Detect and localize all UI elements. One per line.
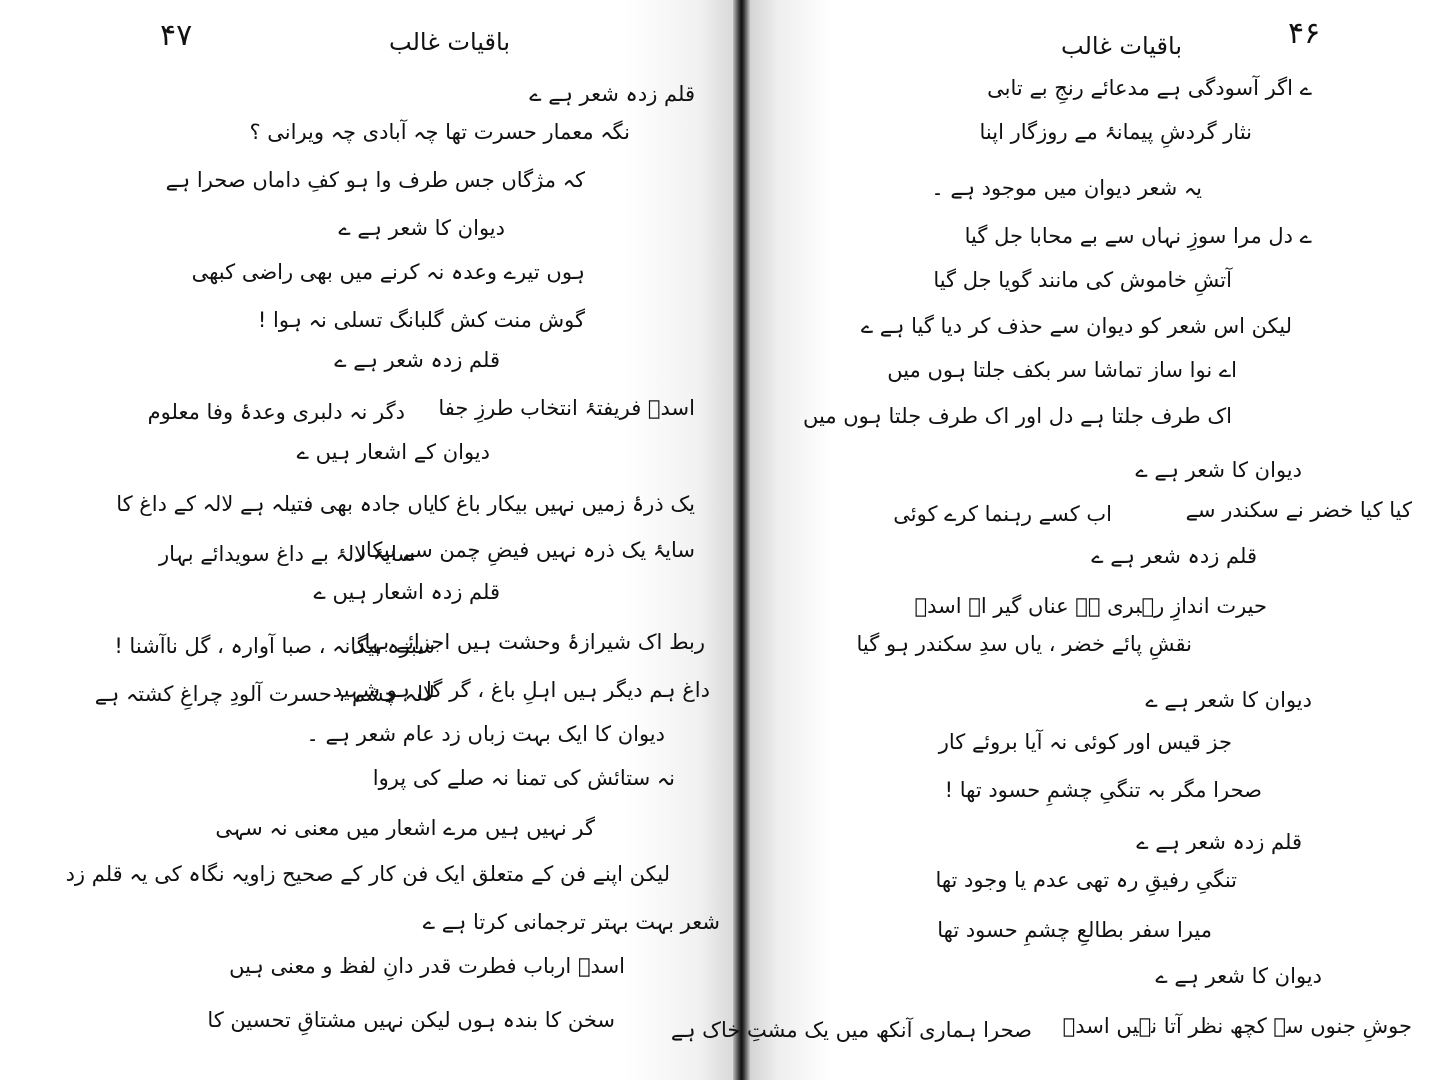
line: نہ ستائش کی تمنا نہ صلے کی پروا bbox=[372, 766, 675, 790]
line: اک طرف جلتا ہے دل اور اک طرف جلتا ہوں میں bbox=[803, 404, 1232, 428]
book-spine bbox=[733, 0, 750, 1080]
line: اسدؔ ارباب فطرت قدر دانِ لفظ و معنی ہیں bbox=[229, 954, 625, 978]
line: دیوان کا شعر ہے ے bbox=[1135, 458, 1302, 482]
line: جز قیس اور کوئی نہ آیا بروئے کار bbox=[938, 730, 1232, 754]
line: ے اگر آسودگی ہے مدعائے رنجِ بے تابی bbox=[987, 76, 1312, 100]
line: لیکن اس شعر کو دیوان سے حذف کر دیا گیا ہے ے bbox=[860, 314, 1292, 338]
line: سایۂ لالۂ بے داغ سویدائے بہار bbox=[158, 542, 415, 566]
line: کہ مژگاں جس طرف وا ہو کفِ داماں صحرا ہے bbox=[165, 168, 585, 192]
line: جوشِ جنوں سے کچھ نظر آتا نہیں اسدؔ bbox=[1062, 1014, 1412, 1038]
line: نثار گردشِ پیمانۂ مے روزگار اپنا bbox=[979, 120, 1252, 144]
page-number: ۴۷ bbox=[160, 18, 193, 53]
line: اے نوا ساز تماشا سر بکف جلتا ہوں میں bbox=[887, 358, 1237, 382]
line: ے دل مرا سوزِ نہاں سے بے محابا جل گیا bbox=[964, 224, 1312, 248]
line: حیرت اندازِ رہبری ہے عناں گیر اے اسدؔ bbox=[914, 594, 1267, 618]
line: قلم زدہ اشعار ہیں ے bbox=[313, 580, 500, 604]
line: ربط اک شیرازۂ وحشت ہیں اجزائے بہار bbox=[354, 630, 705, 654]
line: دیوان کا شعر ہے ے bbox=[1155, 964, 1322, 988]
line: دیوان کا شعر ہے ے bbox=[1145, 688, 1312, 712]
line: نگہ معمار حسرت تھا چہ آبادی چہ ویرانی ؟ bbox=[249, 120, 630, 144]
line: میرا سفر بطالعِ چشمِ حسود تھا bbox=[937, 918, 1212, 942]
line: اسدؔ فریفتۂ انتخاب طرزِ جفا bbox=[438, 396, 695, 420]
line: یاں جادہ بھی فتیلہ ہے لالہ کے داغ کا bbox=[116, 492, 435, 516]
line: دگر نہ دلبری وعدۂ وفا معلوم bbox=[147, 400, 405, 424]
line: قلم زدہ شعر ہے ے bbox=[1136, 830, 1302, 854]
line: گر نہیں ہیں مرے اشعار میں معنی نہ سہی bbox=[215, 816, 595, 840]
line: شعر بہت بہتر ترجمانی کرتا ہے ے bbox=[422, 910, 720, 934]
line: آتشِ خاموش کی مانند گویا جل گیا bbox=[933, 268, 1232, 292]
line: اب کسے رہنما کرے کوئی bbox=[893, 502, 1112, 526]
running-header: باقیات غالب bbox=[389, 28, 510, 56]
line: سایۂ یک ذرہ نہیں فیضِ چمن سے بیکار bbox=[355, 538, 695, 562]
line: سخن کا بندہ ہوں لیکن نہیں مشتاقِ تحسین کا bbox=[207, 1008, 615, 1032]
page-number: ۴۶ bbox=[1288, 16, 1321, 51]
line: دیوان کا ایک بہت زباں زد عام شعر ہے ۔ bbox=[306, 722, 665, 746]
right-page bbox=[670, 0, 1432, 1080]
line: سبزہ بیگانہ ، صبا آوارہ ، گل ناآشنا ! bbox=[114, 634, 435, 658]
line: ہوں تیرے وعدہ نہ کرنے میں بھی راضی کبھی bbox=[191, 260, 585, 284]
line: داغ ہم دیگر ہیں اہلِ باغ ، گر گل ہو شہید bbox=[332, 678, 710, 702]
line: نقشِ پائے خضر ، یاں سدِ سکندر ہو گیا bbox=[856, 632, 1192, 656]
line: یہ شعر دیوان میں موجود ہے ۔ bbox=[931, 176, 1202, 200]
line: یک ذرۂ زمیں نہیں بیکار باغ کا bbox=[432, 492, 695, 516]
line: قلم زدہ شعر ہے ے bbox=[1091, 544, 1257, 568]
line: گوش منت کش گلبانگ تسلی نہ ہوا ! bbox=[257, 308, 585, 332]
line: تنگیِ رفیقِ رہ تھی عدم یا وجود تھا bbox=[935, 868, 1237, 892]
line: کیا کیا خضر نے سکندر سے bbox=[1185, 498, 1412, 522]
line: قلم زدہ شعر ہے ے bbox=[334, 348, 500, 372]
line: لیکن اپنے فن کے متعلق ایک فن کار کے صحیح زاویہ نگاہ کی یہ قلم زد bbox=[65, 862, 670, 886]
line: لالہ چشم ، حسرت آلودِ چراغِ کشتہ ہے bbox=[94, 682, 435, 706]
line: قلم زدہ شعر ہے ے bbox=[529, 82, 695, 106]
line: دیوان کے اشعار ہیں ے bbox=[296, 440, 490, 464]
line: صحرا ہماری آنکھ میں یک مشتِ خاک ہے bbox=[670, 1018, 1032, 1042]
line: صحرا مگر بہ تنگیِ چشمِ حسود تھا ! bbox=[944, 778, 1262, 802]
line: دیوان کا شعر ہے ے bbox=[338, 216, 505, 240]
running-header: باقیات غالب bbox=[1061, 32, 1182, 60]
